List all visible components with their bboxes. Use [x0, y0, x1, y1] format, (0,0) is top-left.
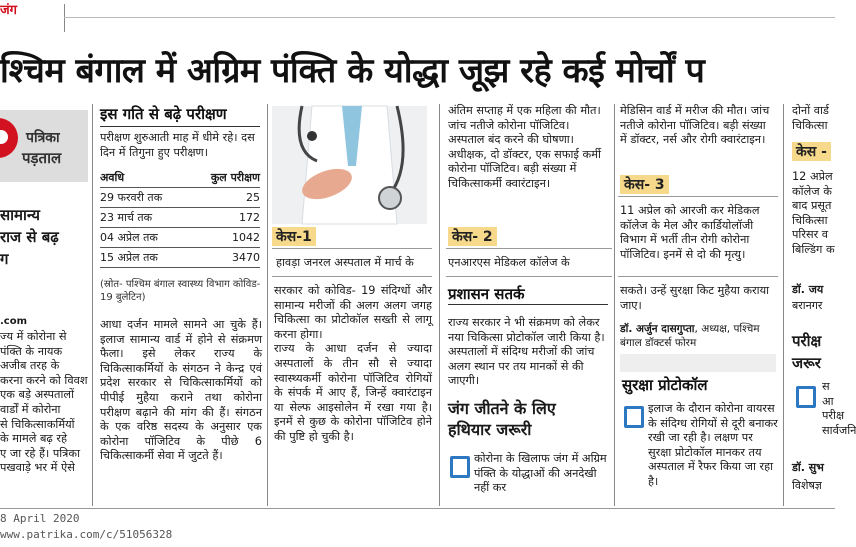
- tests-total: 3470: [189, 248, 260, 268]
- doctor-stethoscope-photo: [272, 106, 427, 224]
- table-row: [100, 228, 260, 248]
- tests-period: 29 फरवरी तक: [100, 188, 189, 208]
- case2-top-text: अंतिम सप्ताह में एक महिला की मौत। जांच नतीजे कोरोना पॉजिटिव। अस्पताल बंद करने की घोषणा। अधीक्षक, दो डॉक्टर, एक सफाई कर्मी कोरोना पॉजिटिव। बड़ी संख्या में चिकित्साकर्मी क्वारंटाइन।: [448, 104, 601, 190]
- right-name2: डॉ. सुभ: [792, 461, 824, 474]
- col-divider-5: [783, 104, 784, 506]
- safety-title-bar: [620, 354, 776, 372]
- case1-label: केस-1: [272, 227, 316, 246]
- case3-rule: [618, 196, 778, 197]
- tests-table: [100, 168, 260, 268]
- case2-rule: [446, 248, 612, 249]
- case2-rule-2: [446, 276, 612, 277]
- safety-body: इलाज के दौरान कोरोना वायरस के संदिग्ध रोगियों से दूरी बनाकर रखी जा रही है। लक्षण पर सुरक्षा प्रोटोकॉल मानकर तय अस्पताल में रैफर किया जा रहा है।: [648, 402, 778, 488]
- left-body: ज्य में कोरोना से पंक्ति के नायक अजीब तरह के करना करने को विवश एक बड़े अस्पतालों वार्डों में कोरोना से चिकित्साकर्मियों के मामले बढ़ रहे ए जा रहे हैं। पत्रिका पखवाड़े भर में ऐसे: [0, 330, 88, 475]
- badge-line1: पत्रिका: [26, 130, 60, 146]
- right-body: 12 अप्रेल कॉलेज के बाद प्रसूत चिकित्सा परिसर व बिल्डिंग क: [792, 170, 835, 256]
- left-url: .com: [0, 316, 28, 327]
- case1-body: सरकार को कोविड- 19 संदिग्धों और सामान्य मरीजों की अलग अलग जगह चिकित्सा का प्रोटोकॉल सख्ती से लागू करना होगा। राज्य के आधा दर्जन से ज्यादा अस्पतालों के तीन सौ से ज्यादा स्वास्थ्यकर्मी कोरोना पॉजिटिव रोगियों के संपर्क में आए हैं, जिन्हें क्वारंटाइन या सेल्फ आइसोलेन में रखा गया है। इनमें से कुछ के कोरोना पॉजिटिव होने की पुष्टि हो चुकी है।: [274, 284, 432, 443]
- right-name1: डॉ. जय: [792, 283, 824, 296]
- right-name2-sub: विशेषज्ञ: [792, 479, 822, 492]
- tests-period: 04 अप्रेल तक: [100, 228, 189, 248]
- tests-total: 1042: [189, 228, 260, 248]
- case2-label: केस- 2: [448, 227, 497, 246]
- quote-attribution: [620, 322, 776, 350]
- safety-box-icon: [624, 406, 644, 428]
- case3-body: 11 अप्रेल को आरजी कर मेडिकल कॉलेज के मेल और कार्डियोलॉजी विभाग में भर्ती तीन रोगी कोरोना पॉजिटिव। इनमें से दो की मृत्यु।: [620, 204, 760, 261]
- section-divider: [64, 4, 65, 32]
- case4-label: केस -: [792, 142, 831, 161]
- section-label: जंग: [0, 3, 17, 18]
- tests-rule: [100, 126, 260, 127]
- top-rule: [64, 17, 835, 18]
- war-title: जंग जीतने के लिए हथियार जरूरी: [448, 399, 556, 439]
- tests-header-total: कुल परीक्षण: [189, 168, 260, 188]
- left-subhead: सामान्य राज से बढ़ ग: [0, 206, 59, 268]
- right-body2: स आ परीक्ष सार्वजनि: [822, 380, 856, 437]
- quote-name: डॉ. अर्जुन दासगुप्ता: [620, 323, 695, 335]
- case1-rule-2: [272, 276, 432, 277]
- admin-body: राज्य सरकार ने भी संक्रमण को लेकर नया चिकित्सा प्रोटोकॉल जारी किया है। अस्पतालों में संदिग्ध मरीजों की जांच अलग स्थान पर तय मानकों से की जाएगी।: [448, 316, 605, 388]
- col-divider-1: [92, 104, 93, 506]
- case2-caption: एनआरएस मेडिकल कॉलेज के: [448, 256, 570, 269]
- quote-box-icon: [450, 456, 470, 478]
- table-row: [100, 208, 260, 228]
- war-body: कोरोना के खिलाफ जंग में अग्रिम पंक्ति के योद्धाओं की अनदेखी नहीं कर: [474, 452, 607, 495]
- tests-source: (स्रोत- पश्चिम बंगाल स्वास्थ्य विभाग कोविड- 19 बुलेटिन): [100, 279, 261, 303]
- main-headline: श्चिम बंगाल में अग्रिम पंक्ति के योद्धा जूझ रहे कई मोर्चों प: [0, 51, 705, 91]
- col-divider-3: [439, 104, 440, 506]
- table-row: [100, 188, 260, 208]
- admin-rule: [448, 304, 608, 305]
- footer-url[interactable]: www.patrika.com/c/51056328: [0, 528, 173, 541]
- footer-date: 8 April 2020: [0, 512, 80, 525]
- col-divider-2: [267, 104, 268, 506]
- case1-rule: [272, 248, 432, 249]
- patrika-padtal-badge: [0, 110, 88, 182]
- badge-line2: पड़ताल: [22, 149, 62, 167]
- tests-period: 23 मार्च तक: [100, 208, 189, 228]
- right-title2: परीक्ष जरूर: [792, 332, 822, 372]
- tests-title: इस गति से बढ़े परीक्षण: [100, 105, 227, 123]
- quote-role: , अध्यक्ष, पश्चिम बंगाल डॉक्टर्स फोरम: [620, 323, 760, 349]
- tests-total: 25: [189, 188, 260, 208]
- right-name1-sub: बरानगर: [792, 299, 823, 312]
- table-row: [100, 248, 260, 268]
- case1-caption: हावड़ा जनरल अस्पताल में मार्च के: [276, 256, 414, 269]
- case3-label: केस- 3: [620, 175, 669, 194]
- col-divider-4: [614, 104, 615, 506]
- footer-rule: [0, 508, 835, 509]
- tests-table-header: [100, 168, 260, 188]
- tests-period: 15 अप्रेल तक: [100, 248, 189, 268]
- admin-title: प्रशासन सतर्क: [448, 285, 525, 303]
- case3-cont: सकते। उन्हें सुरक्षा किट मुहैया कराया जाए।: [620, 284, 770, 312]
- case3-top-text: मेडिसिन वार्ड में मरीज की मौत। जांच नतीजे कोरोना पॉजिटिव। बड़ी संख्या में डॉक्टर, नर्स और रोगी क्वारंटाइन।: [620, 104, 770, 147]
- right-top-text: दोनों वार्ड चिकित्सा: [792, 104, 829, 132]
- safety-title: सुरक्षा प्रोटोकॉल: [622, 376, 708, 394]
- tests-total: 172: [189, 208, 260, 228]
- tests-body: आधा दर्जन मामले सामने आ चुके हैं। इलाज सामान्य वार्ड में होने से संक्रमण फैला। इसे लेकर राज्य के चिकित्साकर्मियों के संगठन ने केन्द्र एवं प्रदेश सरकार से चिकित्साकर्मियों को पीपीई मुहैया कराने तथा कोरोना परीक्षण बढ़ाने की मांग की हैं। संगठन के एक वरिष्ठ सदस्य के अनुसार एक कोरोना पॉजिटिव के पीछे 6 चिकित्साकर्मी सेवा में जुटते हैं।: [100, 318, 262, 463]
- tests-header-period: अवधि: [100, 168, 189, 188]
- case3-rule-2: [618, 276, 778, 277]
- tests-intro: परीक्षण शुरुआती माह में धीमे रहे। दस दिन में तिगुना हुए परीक्षण।: [100, 131, 255, 159]
